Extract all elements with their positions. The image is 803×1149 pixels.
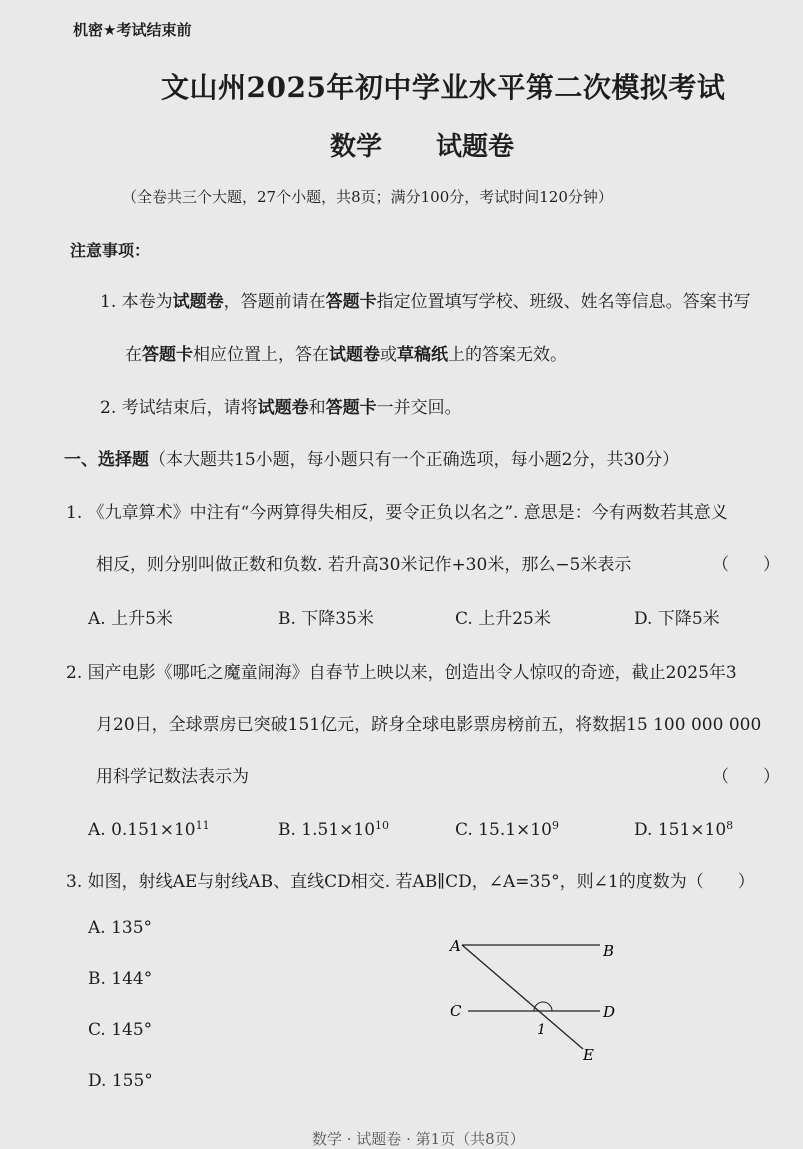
q2-stem-line-3: 用科学记数法表示为 <box>96 767 249 787</box>
q2-stem-line-2: 月20日，全球票房已突破151亿元，跻身全球电影票房榜前五，将数据15 100 000 000 <box>96 715 762 735</box>
q3-option-a: A. 135° <box>88 918 153 938</box>
point-a-label: A <box>450 937 461 955</box>
notice-item-2: 2. 考试结束后，请将试题卷和答题卡一并交回。 <box>100 398 462 418</box>
point-e-label: E <box>583 1046 594 1064</box>
ray-ae <box>462 945 583 1049</box>
point-d-label: D <box>603 1003 616 1021</box>
q2-option-c: C. $15.1\times 10^9$ <box>455 819 559 840</box>
q1-stem-line-1: 1. 《九章算术》中注有“今两算得失相反，要令正负以名之”. 意思是：今有两数若其意义 <box>66 503 728 523</box>
subject-title: 数学 <box>330 132 383 162</box>
q2-option-b: B. $1.51\times 10^{10}$ <box>278 819 390 840</box>
q3-geometry-figure <box>440 932 630 1068</box>
paper-title: 试题卷 <box>436 132 515 162</box>
q2-option-d: D. $151\times 10^8$ <box>634 819 734 840</box>
notice-item-1-line-2: 在答题卡相应位置上，答在试题卷或草稿纸上的答案无效。 <box>125 345 567 365</box>
notice-item-1-line-1: 1. 本卷为试题卷，答题前请在答题卡指定位置填写学校、班级、姓名等信息。答案书写 <box>100 292 751 312</box>
q3-option-c: C. 145° <box>88 1020 153 1040</box>
q1-option-c: C. 上升25米 <box>455 609 551 629</box>
confidential-label: 机密★考试结束前 <box>73 21 192 39</box>
q1-option-b: B. 下降35米 <box>278 609 374 629</box>
q1-stem-line-2: 相反，则分别叫做正数和负数. 若升高30米记作+30米，那么−5米表示 <box>96 555 632 575</box>
point-b-label: B <box>603 942 615 960</box>
q2-option-a: A. $0.151\times 10^{11}$ <box>88 819 210 840</box>
q3-option-b: B. 144° <box>88 969 153 989</box>
section-1-heading: 一、选择题（本大题共15小题，每小题只有一个正确选项，每小题2分，共30分） <box>64 450 680 470</box>
q3-stem: 3. 如图，射线AE与射线AB、直线CD相交. 若AB∥CD，∠A=35°，则∠1的度数为（ ） <box>66 872 755 892</box>
q1-answer-paren: （ ） <box>712 555 780 575</box>
q1-option-d: D. 下降5米 <box>634 609 720 629</box>
exam-info: （全卷共三个大题，27个小题，共8页；满分100分，考试时间120分钟） <box>122 188 613 206</box>
point-c-label: C <box>450 1002 462 1020</box>
angle-1-label: 1 <box>537 1022 546 1038</box>
q1-option-a: A. 上升5米 <box>88 609 173 629</box>
q2-stem-line-1: 2. 国产电影《哪吒之魔童闹海》自春节上映以来，创造出令人惊叹的奇迹，截止2025年3 <box>66 663 737 683</box>
exam-title: 文山州2025年初中学业水平第二次模拟考试 <box>161 71 726 104</box>
q3-option-d: D. 155° <box>88 1071 153 1091</box>
q2-answer-paren: （ ） <box>712 767 780 787</box>
notice-heading: 注意事项： <box>70 241 151 260</box>
page-footer: 数学 · 试题卷 · 第1页（共8页） <box>312 1130 525 1148</box>
